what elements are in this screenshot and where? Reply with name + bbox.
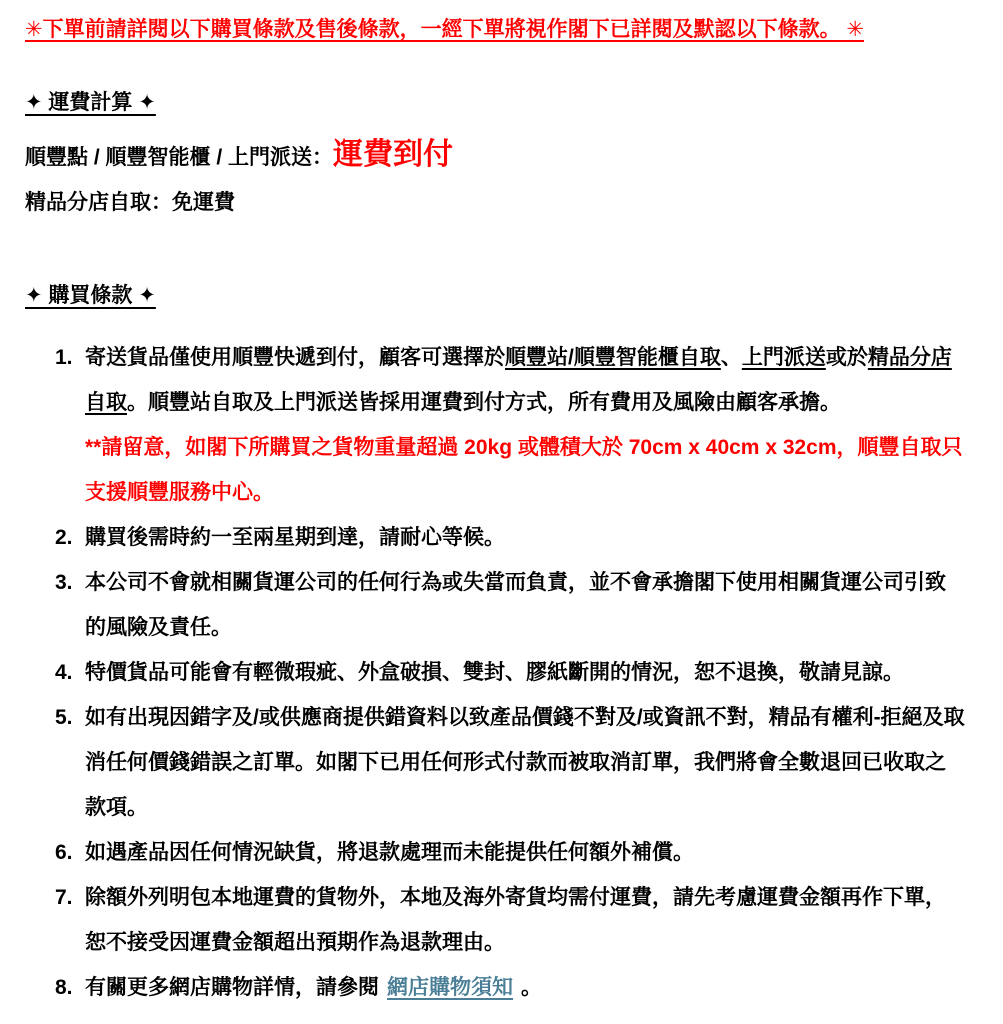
term-number: 7.	[55, 886, 73, 909]
term-1-seg-plain: 寄送貨品僅使用順豐快遞到付，顧客可選擇於	[85, 346, 505, 369]
term-1-seg-plain: 、	[720, 346, 742, 369]
term-number: 1.	[55, 346, 73, 369]
terms-list	[25, 335, 965, 1010]
term-1-seg-plain: 或於	[825, 346, 868, 369]
shipping-fee-heading: ✦ 運費計算 ✦	[25, 91, 156, 114]
term-item-1	[25, 335, 965, 515]
term-1-text	[85, 335, 965, 425]
term-number: 8.	[55, 976, 73, 999]
term-number: 3.	[55, 571, 73, 594]
term-4-text: 特價貨品可能會有輕微瑕疵、外盒破損、雙封、膠紙斷開的情況，恕不退換，敬請見諒。	[85, 661, 904, 684]
term-5-text: 如有出現因錯字及/或供應商提供錯資料以致產品價錢不對及/或資訊不對，精品有權利-拒絕及取消任何價錢錯誤之訂單。如閣下已用任何形式付款而被取消訂單，我們將會全數退回已收取之款項。	[85, 706, 965, 819]
term-number: 5.	[55, 706, 73, 729]
term-8-seg-plain: 。	[521, 976, 542, 999]
term-1-seg-plain: 。順豐站自取及上門派送皆採用運費到付方式，所有費用及風險由顧客承擔。	[127, 391, 841, 414]
term-item-4	[25, 650, 965, 695]
term-item-3	[25, 560, 965, 650]
store-pickup-line: 精品分店自取：免運費	[25, 191, 235, 214]
shop-guide-link[interactable]: 網店購物須知	[387, 976, 513, 999]
term-number: 2.	[55, 526, 73, 549]
shipping-section	[25, 90, 965, 116]
term-item-7	[25, 875, 965, 965]
term-item-5	[25, 695, 965, 830]
term-2-text: 購買後需時約一至兩星期到達，請耐心等候。	[85, 526, 505, 549]
term-1-seg-home-delivery: 上門派送	[741, 346, 826, 369]
term-item-2	[25, 515, 965, 560]
purchase-terms-heading: ✦ 購買條款 ✦	[25, 284, 156, 307]
term-number: 6.	[55, 841, 73, 864]
term-item-6	[25, 830, 965, 875]
shipping-methods-line	[25, 138, 965, 175]
term-8-text	[85, 965, 965, 1010]
term-item-8	[25, 965, 965, 1010]
term-8-seg-plain: 有關更多網店購物詳情，請參閱	[85, 976, 379, 999]
purchase-terms-section	[25, 283, 965, 309]
term-1-seg-store-pickup: 精品分店自取	[85, 346, 952, 414]
pre-order-notice: ✳下單前請詳閱以下購買條款及售後條款，一經下單將視作閣下已詳閱及默認以下條款。 ✳	[25, 18, 865, 41]
freight-collect-value: 運費到付	[333, 138, 454, 171]
term-3-text: 本公司不會就相關貨運公司的任何行為或失當而負責，並不會承擔閣下使用相關貨運公司引致的風險及責任。	[85, 571, 946, 639]
term-6-text: 如遇產品因任何情況缺貨，將退款處理而未能提供任何額外補償。	[85, 841, 694, 864]
term-1-seg-sf-locker-pickup: 順豐站/順豐智能櫃自取	[505, 346, 721, 369]
term-1-weight-warning-note: **請留意，如閣下所購買之貨物重量超過 20kg 或體積大於 70cm x 40cm x 32cm，順豐自取只支援順豐服務中心。	[85, 436, 963, 504]
term-7-text: 除額外列明包本地運費的貨物外，本地及海外寄貨均需付運費，請先考慮運費金額再作下單，恕不接受因運費金額超出預期作為退款理由。	[85, 886, 946, 954]
shipping-methods-label: 順豐點 / 順豐智能櫃 / 上門派送：	[25, 146, 334, 169]
term-number: 4.	[55, 661, 73, 684]
